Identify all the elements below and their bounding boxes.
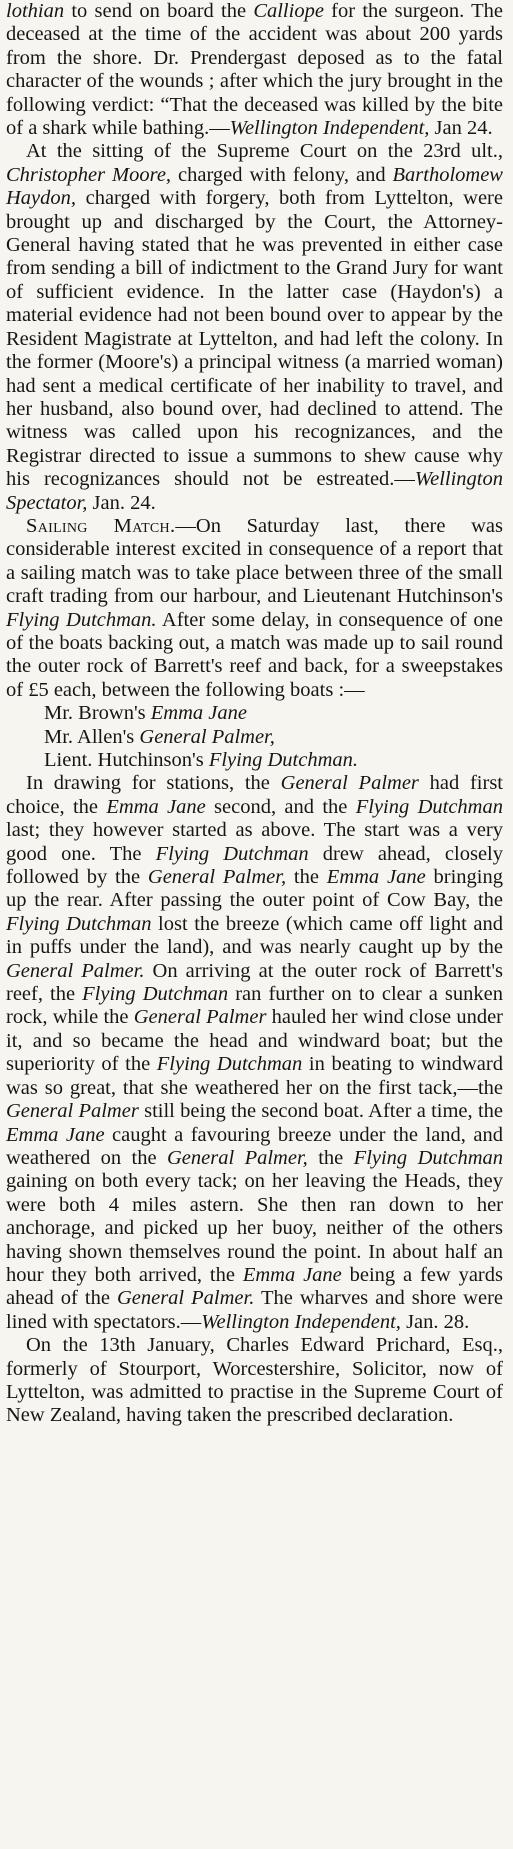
source-citation: Wellington Independent,	[229, 117, 430, 140]
list-item: Lient. Hutchinson's Flying Dutchman.	[44, 749, 359, 771]
boat-name: Flying Dutchman.	[6, 608, 157, 631]
admission-paragraph: On the 13th January, Charles Edward Prichard, Esq., formerly of Stourport, Worcestershire, Solicitor, now of Lyttelton, was admitted to practise in the Supreme Court of New Zealand, having taken the prescribed declaration.	[6, 1334, 503, 1427]
list-item: Mr. Allen's General Palmer,	[44, 725, 275, 748]
article-column	[6, 0, 503, 1428]
defendant-name: Christopher Moore,	[6, 163, 172, 186]
boat-name: General Palmer,	[139, 725, 275, 748]
race-report-paragraph: In drawing for stations, the General Palmer had first choice, the Emma Jane second, and the Flying Dutchman last; they however started as above. The start was a very good one. The Flying Dutchman drew ahead, closely followed by the General Palmer, the Emma Jane bringing up the rear. After passing the outer point of Cow Bay, the Flying Dutchman lost the breeze (which came off light and in puffs under the land), and was nearly caught up by the General Palmer. On arriving at the outer rock of Barrett's reef, the Flying Dutchman ran further on to clear a sunken rock, while the General Palmer hauled her wind close under it, and so became the head and windward boat; but the superiority of the Flying Dutchman in beating to windward was so great, that she weathered her on the first tack,—the General Palmer still being the second boat. After a time, the Emma Jane caught a favouring breeze under the land, and weathered on the General Palmer, the Flying Dutchman gaining on both every tack; on her leaving the Heads, they were both 4 miles astern. She then ran down to her anchorage, and picked up her buoy, neither of the others having shown themselves round the point. In about half an hour they both arrived, the Emma Jane being a few yards ahead of the General Palmer. The wharves and shore were lined with spectators.—Wellington Independent, Jan. 28.	[6, 772, 503, 1333]
section-heading: Sailing Match.	[26, 514, 176, 537]
source-citation: Wellington Independent,	[201, 1310, 401, 1333]
inquest-paragraph: lothian to send on board the Calliope for the surgeon. The deceased at the time of the accident was about 200 yards from the shore. Dr. Prendergast deposed as to the fatal character of the wounds ; after which the jury brought in the following verdict: “That the deceased was killed by the bite of a shark while bathing.—Wellington Independent, Jan 24.	[6, 0, 504, 140]
source-citation: Wellington Spectator,	[6, 468, 503, 514]
boat-name: Emma Jane	[150, 702, 247, 725]
list-item: Mr. Brown's Emma Jane	[44, 702, 247, 725]
boat-name: Flying Dutchman.	[208, 749, 359, 771]
boat-list	[6, 702, 503, 772]
ship-name: Calliope	[253, 0, 324, 22]
place-name: lothian	[6, 0, 65, 22]
sailing-match-paragraph: Sailing Match.—On Saturday last, there was considerable interest excited in consequence of a report that a sailing match was to take place between three of the small craft trading from our harbour, and Lieutenant Hutchinson's Flying Dutchman. After some delay, in consequence of one of the boats backing out, a match was made up to sail round the outer rock of Barrett's reef and back, for a sweepstakes of £5 each, between the following boats :—	[6, 514, 503, 701]
supreme-court-paragraph: At the sitting of the Supreme Court on the 23rd ult., Christopher Moore, charged with felony, and Bartholomew Haydon, charged with forgery, both from Lyttelton, were brought up and discharged by the Court, the Attorney-General having stated that he was prevented in either case from sending a bill of indictment to the Grand Jury for want of sufficient evidence. In the latter case (Haydon's) a material evidence had not been bound over to appear by the Resident Magistrate at Lyttelton, and had left the colony. In the former (Moore's) a principal witness (a married woman) had sent a medical certificate of her inability to travel, and her husband, also bound over, had declined to attend. The witness was called upon his recognizances, and the Registrar directed to issue a summons to shew cause why his recognizances should not be estreated.—Wellington Spectator, Jan. 24.	[6, 140, 503, 514]
defendant-name: Bartholomew Haydon,	[6, 163, 503, 210]
